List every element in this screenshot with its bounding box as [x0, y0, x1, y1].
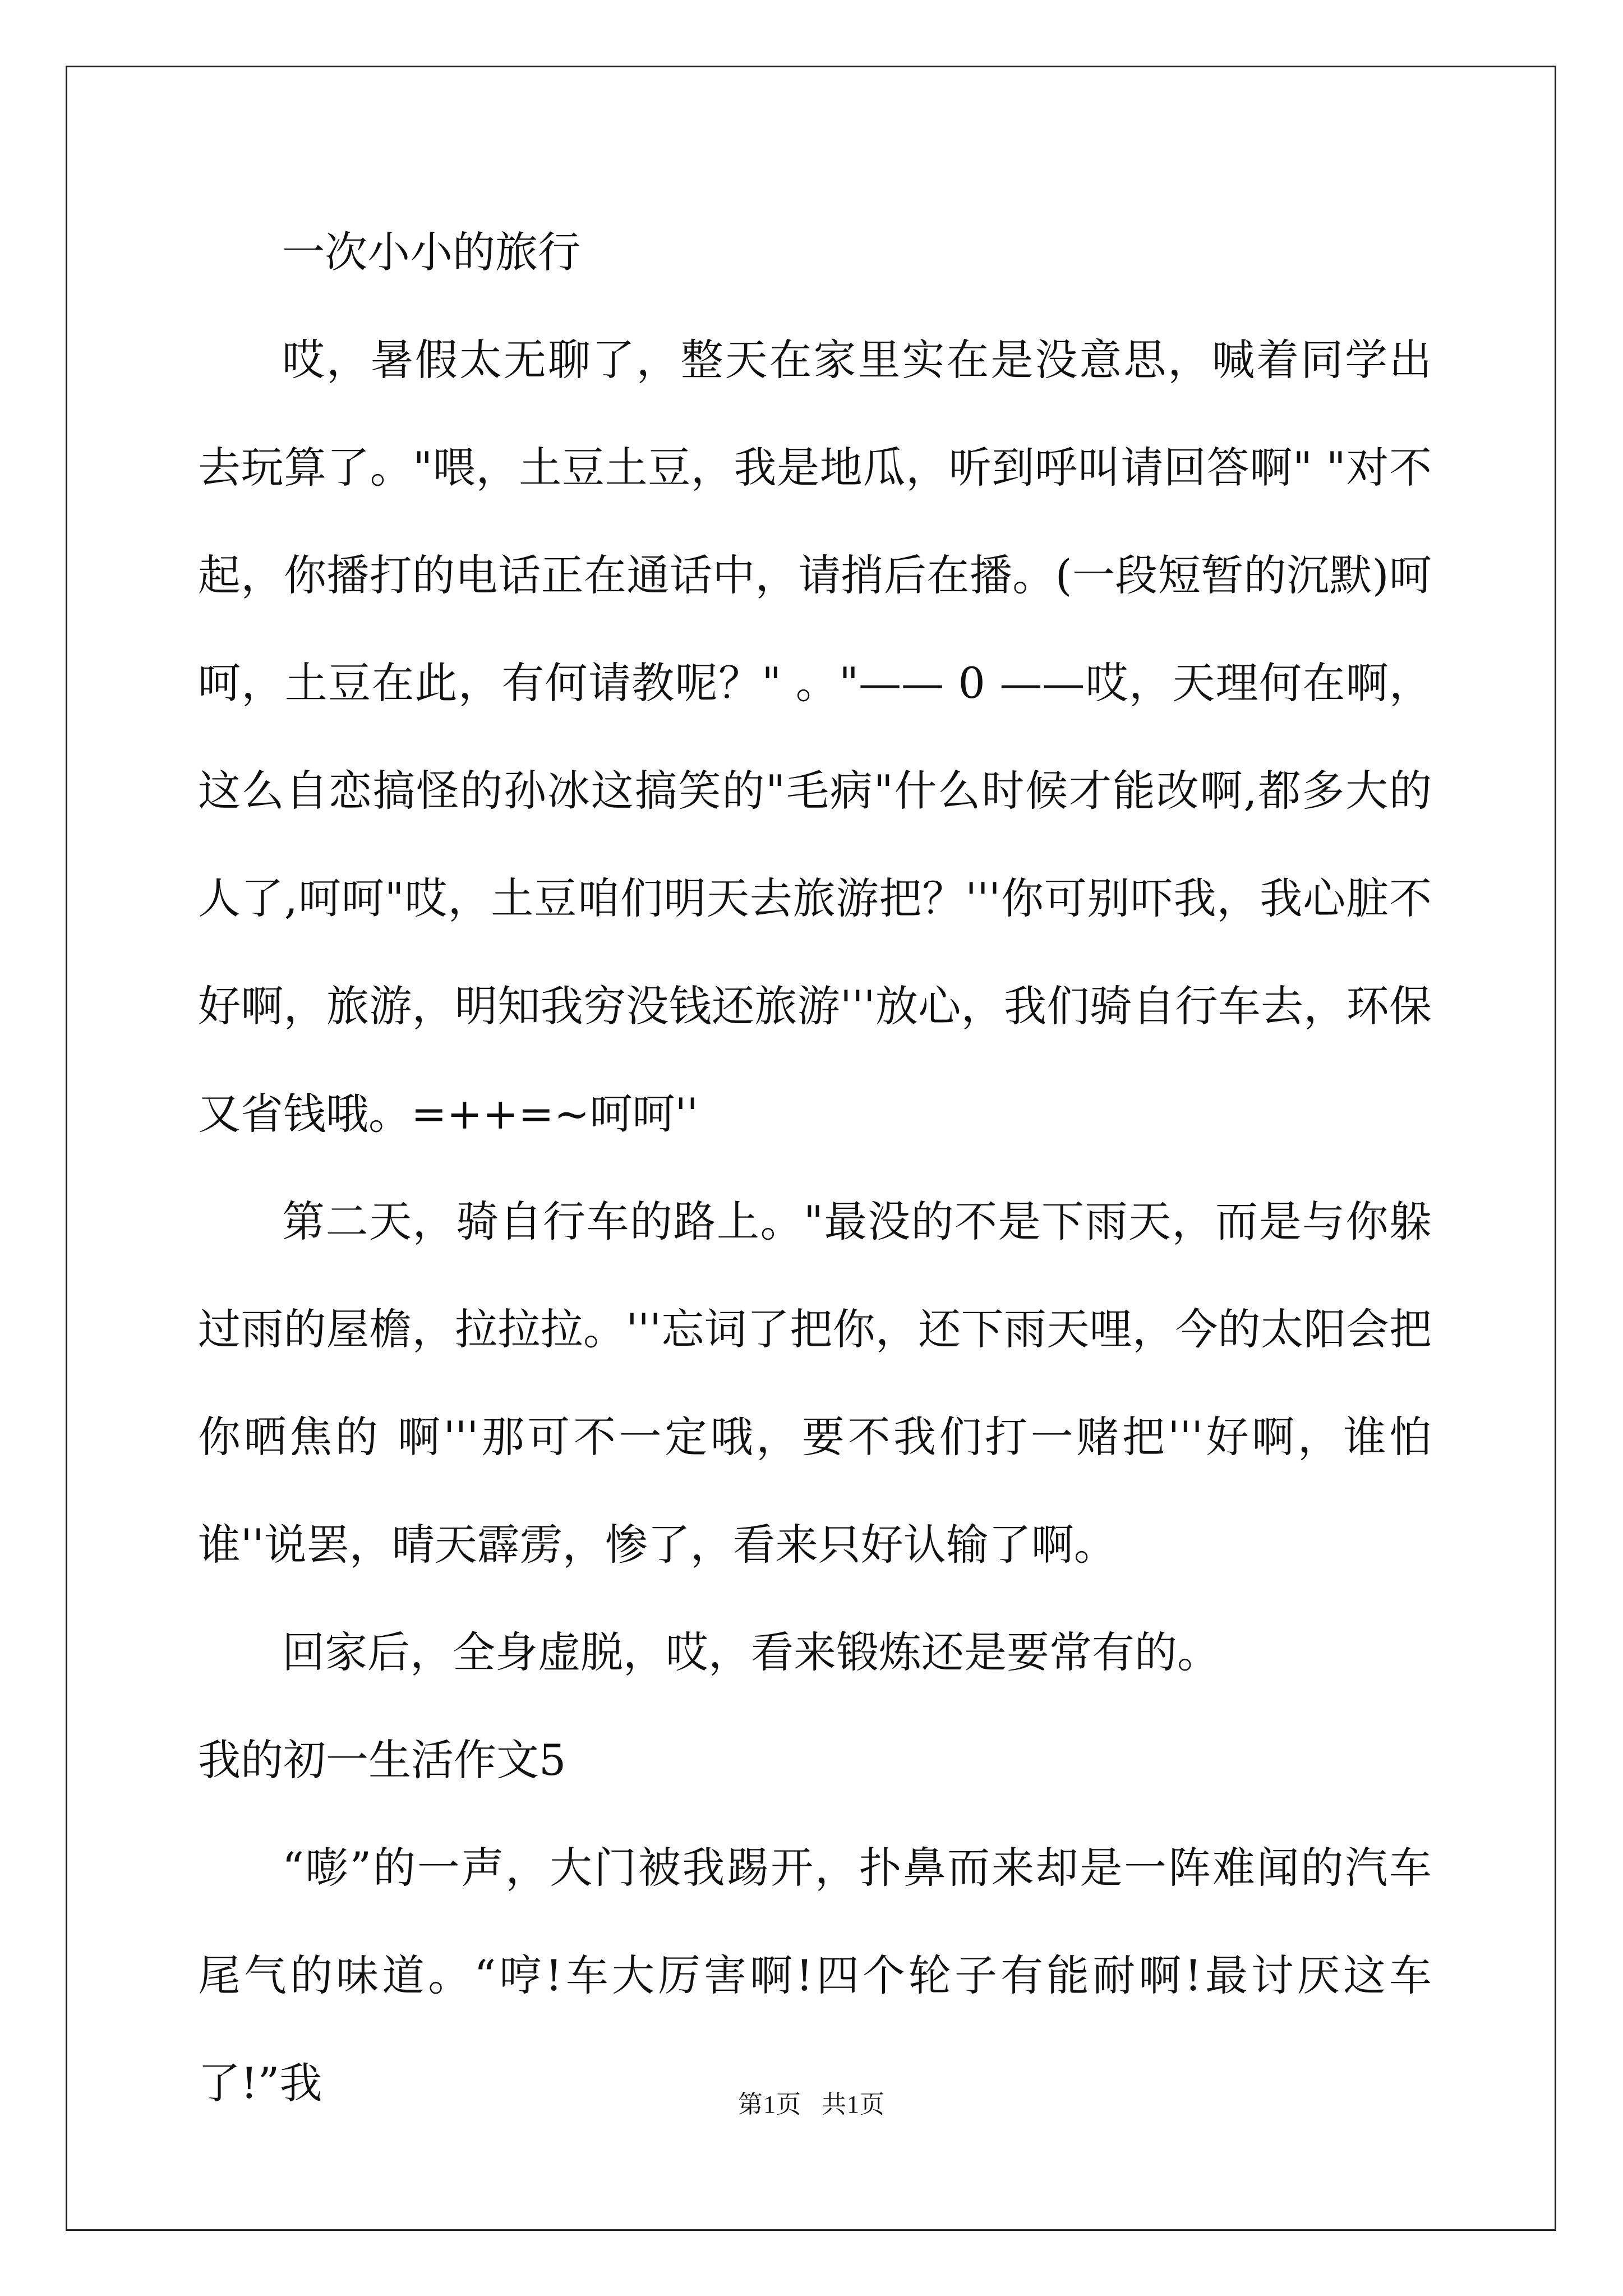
page-number-label: 第1页 共1页	[738, 2091, 885, 2118]
paragraph-3: 回家后，全身虚脱，哎，看来锻炼还是要常有的。	[282, 1627, 1220, 1677]
paragraph-1: 哎，暑假太无聊了，整天在家里实在是没意思，喊着同学出去玩算了。"喂，土豆土豆，我是地瓜，听到呼叫请回答啊" "对不起，你播打的电话正在通话中，请捎后在播。(一段短暂的沉默)呵呵，土豆在此，有何请教呢？" 。"—— 0 ——哎，天理何在啊，这么自恋搞怪的孙冰这搞笑的"毛病"什么时候才能改啊,都多大的人了,呵呵"哎，土豆咱们明天去旅游把？'''你可别吓我，我心脏不好啊，旅游，明知我穷没钱还旅游'''放心，我们骑自行车去，环保又省钱哦。=++=~呵呵''	[198, 335, 1432, 1139]
paragraph-2: 第二天，骑自行车的路上。"最没的不是下雨天，而是与你躲过雨的屋檐，拉拉拉。'''忘词了把你，还下雨天哩，今的太阳会把你晒焦的 啊'''那可不一定哦，要不我们打一赌把'''好啊，谁怕谁''说罢，晴天霹雳，惨了，看来只好认输了啊。	[198, 1197, 1432, 1570]
essay-title: 一次小小的旅行	[282, 227, 580, 277]
section-heading: 我的初一生活作文5	[198, 1735, 566, 1785]
page-footer	[0, 2084, 1623, 2120]
document-body	[198, 199, 1432, 2137]
section-paragraph-1: “嘭”的一声，大门被我踢开，扑鼻而来却是一阵难闻的汽车尾气的味道。“哼!车大厉害啊!四个轮子有能耐啊!最讨厌这车了!”我	[198, 1843, 1432, 2108]
